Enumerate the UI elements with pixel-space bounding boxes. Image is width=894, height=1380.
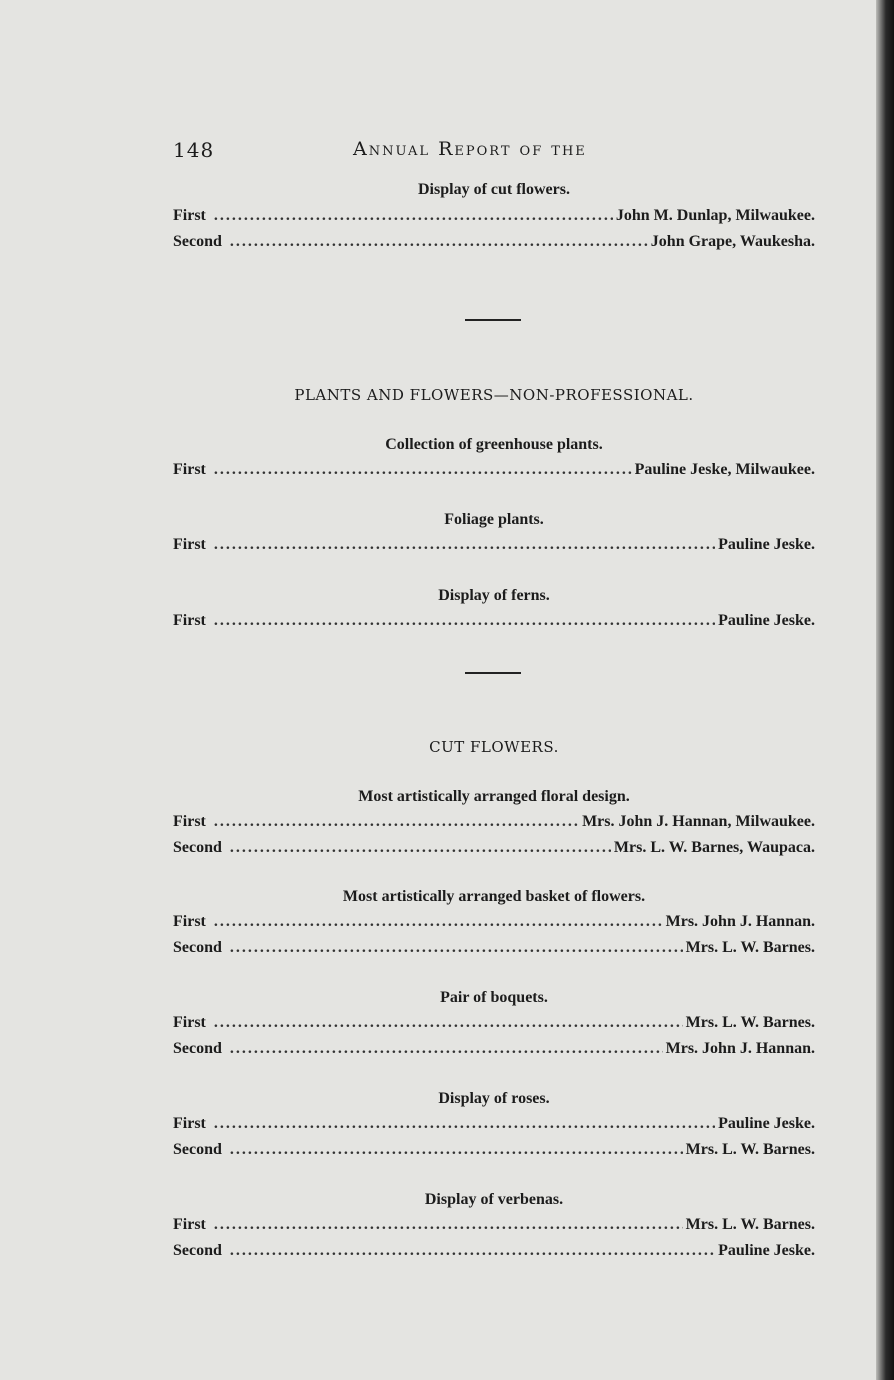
category-title: Display of verbenas. (424, 1191, 564, 1208)
award-winner: Mrs. L. W. Barnes. (685, 939, 815, 956)
leader-dots (214, 1115, 715, 1133)
category-title: Collection of greenhouse plants. (385, 436, 603, 453)
award-place: Second (173, 1040, 222, 1057)
category-title: Display of roses. (438, 1090, 550, 1107)
category-title: Display of ferns. (438, 587, 550, 604)
award-place: Second (173, 1141, 222, 1158)
award-winner: Pauline Jeske, Milwaukee. (634, 461, 815, 478)
award-place: Second (173, 939, 222, 956)
leader-dots (214, 813, 579, 831)
award-place: First (173, 913, 206, 930)
award-winner: Mrs. L. W. Barnes. (685, 1216, 815, 1233)
award-winner: Pauline Jeske. (718, 1242, 815, 1259)
award-winner: Mrs. L. W. Barnes, Waupaca. (613, 839, 815, 856)
leader-dots (230, 1242, 715, 1260)
award-row (173, 1040, 815, 1058)
leader-dots (214, 536, 715, 554)
category-title: Display of cut flowers. (418, 181, 570, 198)
award-place: First (173, 1014, 206, 1031)
page-edge-shadow (876, 0, 894, 1380)
category-title: Pair of boquets. (440, 989, 548, 1006)
award-winner: Mrs. L. W. Barnes. (685, 1141, 815, 1158)
award-winner: Mrs. John J. Hannan. (665, 913, 815, 930)
running-head: Annual Report of the (353, 138, 587, 160)
category-title: Foliage plants. (444, 511, 544, 528)
leader-dots (214, 1014, 683, 1032)
leader-dots (214, 1216, 683, 1234)
award-place: First (173, 813, 206, 830)
award-row (173, 1242, 815, 1260)
award-row (173, 1141, 815, 1159)
award-row (173, 839, 815, 857)
award-winner: Mrs. John J. Hannan, Milwaukee. (582, 813, 815, 830)
leader-dots (230, 233, 648, 251)
award-winner: Pauline Jeske. (718, 536, 815, 553)
page-header (173, 138, 815, 164)
category-title: Most artistically arranged basket of flowers. (342, 888, 646, 905)
award-winner: Mrs. L. W. Barnes. (685, 1014, 815, 1031)
leader-dots (230, 939, 683, 957)
award-row (173, 612, 815, 630)
award-place: Second (173, 1242, 222, 1259)
award-row (173, 813, 815, 831)
award-row (173, 233, 815, 251)
award-row (173, 913, 815, 931)
award-place: First (173, 1115, 206, 1132)
award-row (173, 461, 815, 479)
leader-dots (214, 612, 715, 630)
award-place: First (173, 461, 206, 478)
award-winner: John Grape, Waukesha. (650, 233, 815, 250)
award-row (173, 1014, 815, 1032)
award-place: First (173, 207, 206, 224)
award-winner: Pauline Jeske. (718, 1115, 815, 1132)
award-row (173, 939, 815, 957)
category-title: Most artistically arranged floral design. (358, 788, 630, 805)
leader-dots (230, 1141, 683, 1159)
page-number: 148 (173, 138, 215, 162)
leader-dots (214, 913, 663, 931)
award-place: First (173, 536, 206, 553)
section-divider (465, 319, 521, 321)
leader-dots (214, 207, 613, 225)
award-place: First (173, 612, 206, 629)
section-divider (465, 672, 521, 674)
leader-dots (230, 839, 611, 857)
award-winner: John M. Dunlap, Milwaukee. (615, 207, 815, 224)
leader-dots (230, 1040, 663, 1058)
leader-dots (214, 461, 632, 479)
award-row (173, 207, 815, 225)
award-place: Second (173, 839, 222, 856)
award-winner: Pauline Jeske. (718, 612, 815, 629)
award-row (173, 536, 815, 554)
award-place: Second (173, 233, 222, 250)
section-title: CUT FLOWERS. (429, 738, 559, 756)
award-winner: Mrs. John J. Hannan. (665, 1040, 815, 1057)
award-place: First (173, 1216, 206, 1233)
section-title: PLANTS AND FLOWERS—NON-PROFESSIONAL. (294, 386, 694, 404)
award-row (173, 1216, 815, 1234)
award-row (173, 1115, 815, 1133)
